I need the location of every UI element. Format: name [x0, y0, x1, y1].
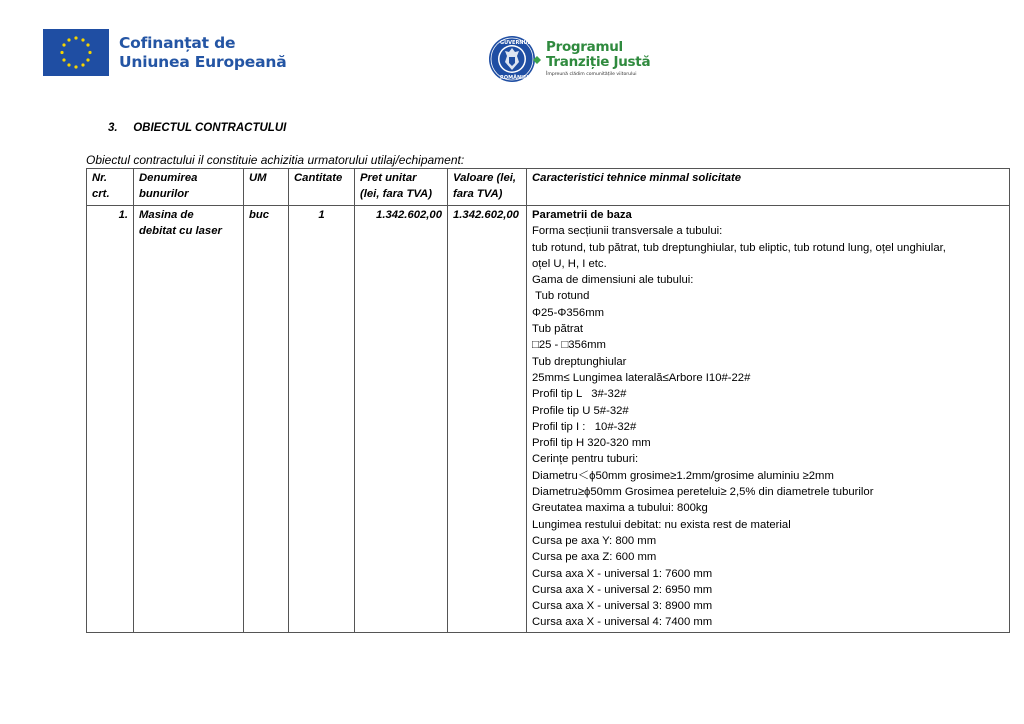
cell-denumire-line2: debitat cu laser: [139, 225, 222, 238]
cell-um: buc: [244, 206, 289, 633]
eu-logo-line2: Uniunea Europeană: [119, 52, 287, 71]
spec-line: Profile tip U 5#-32#: [532, 404, 629, 417]
spec-lines: [532, 223, 1004, 630]
eu-flag-icon: [43, 29, 109, 76]
spec-line: Tub dreptunghiular: [532, 355, 627, 368]
spec-line: Cursa axa X - universal 3: 8900 mm: [532, 600, 713, 613]
eu-logo-line1: Cofinanțat de: [119, 33, 236, 52]
spec-line: Profil tip I : 10#-32#: [532, 420, 637, 433]
cell-denumire-line1: Masina de: [139, 209, 194, 221]
section-number: 3.: [108, 122, 118, 134]
spec-line: Cursa pe axa Y: 800 mm: [532, 534, 657, 547]
cell-denumire: [134, 206, 244, 633]
cell-pret-unitar: 1.342.602,00: [355, 206, 448, 633]
spec-line: Diametru≥ϕ50mm Grosimea peretelui≥ 2,5% din diametrele tuburilor: [532, 486, 874, 499]
ptj-logo-line1: Programul: [546, 39, 623, 55]
cell-valoare: 1.342.602,00: [448, 206, 527, 633]
equipment-table: [86, 168, 1010, 633]
spec-line: Cursa axa X - universal 2: 6950 mm: [532, 583, 713, 596]
spec-line: Cursa pe axa Z: 600 mm: [532, 551, 657, 564]
spec-line: Lungimea restului debitat: nu exista rest de material: [532, 518, 791, 531]
spec-line: Φ25-Φ356mm: [532, 306, 605, 319]
spec-line: □25 - □356mm: [532, 339, 606, 352]
ptj-logo-tagline: Împreună clădim comunitățile viitorului: [546, 72, 637, 77]
header-valoare-line1: Valoare (lei,: [453, 172, 516, 184]
spec-line: Profil tip H 320-320 mm: [532, 437, 651, 450]
header-pret-unitar-line1: Pret unitar: [360, 172, 417, 184]
spec-line: Cerințe pentru tuburi:: [532, 453, 639, 466]
header-um: UM: [244, 169, 289, 206]
spec-line: Gama de dimensiuni ale tubului:: [532, 274, 694, 287]
eu-logo-text: [119, 34, 286, 72]
spec-line: Forma secțiunii transversale a tubului:: [532, 225, 723, 238]
header-pret-unitar-line2: (lei, fara TVA): [360, 188, 432, 201]
government-seal-icon: [488, 35, 536, 83]
table-header-row: [87, 169, 1010, 206]
spec-line: Greutatea maxima a tubului: 800kg: [532, 502, 708, 515]
ptj-program-logo: [488, 35, 650, 83]
spec-heading: Parametrii de baza: [532, 209, 632, 221]
spec-line: Cursa axa X - universal 4: 7400 mm: [532, 616, 713, 629]
header-denumire: [134, 169, 244, 206]
header-valoare: [448, 169, 527, 206]
cell-nr: 1.: [87, 206, 134, 633]
section-title: [108, 122, 286, 134]
ptj-logo-line2: Tranziție Justă: [546, 54, 651, 70]
spec-line: Profil tip L 3#-32#: [532, 388, 627, 401]
spec-line: Tub rotund: [532, 290, 590, 303]
section-title-text: OBIECTUL CONTRACTULUI: [133, 122, 287, 134]
spec-line: Cursa axa X - universal 1: 7600 mm: [532, 567, 713, 580]
header-cantitate: Cantitate: [289, 169, 355, 206]
header-nr: [87, 169, 134, 206]
header-nr-line1: Nr.: [92, 172, 108, 184]
intro-text: Obiectul contractului il constituie achizitia urmatorului utilaj/echipament:: [86, 153, 465, 167]
spec-line: Diametru＜ϕ50mm grosime≥1.2mm/grosime aluminiu ≥2mm: [532, 469, 834, 482]
svg-text:GUVERNUL: GUVERNUL: [500, 40, 531, 46]
spec-line: tub rotund, tub pătrat, tub dreptunghiular, tub eliptic, tub rotund lung, oțel unghiular,: [532, 241, 946, 254]
table-row: [87, 206, 1010, 633]
header-denumire-line1: Denumirea: [139, 172, 198, 184]
spec-line: oțel U, H, I etc.: [532, 257, 607, 270]
spec-line: Tub pătrat: [532, 323, 584, 336]
ptj-logo-text: [546, 40, 650, 78]
header-valoare-line2: fara TVA): [453, 188, 503, 201]
leaf-icon: [533, 55, 541, 65]
header-denumire-line2: bunurilor: [139, 188, 189, 201]
svg-text:ROMÂNIEI: ROMÂNIEI: [500, 75, 529, 81]
eu-cofinancing-logo: [43, 29, 286, 76]
header-pret-unitar: [355, 169, 448, 206]
cell-cantitate: 1: [289, 206, 355, 633]
header-caracteristici: Caracteristici tehnice minmal solicitate: [527, 169, 1010, 206]
spec-line: 25mm≤ Lungimea laterală≤Arbore I10#-22#: [532, 371, 751, 384]
header-nr-line2: crt.: [92, 188, 110, 201]
cell-caracteristici: [527, 206, 1010, 633]
